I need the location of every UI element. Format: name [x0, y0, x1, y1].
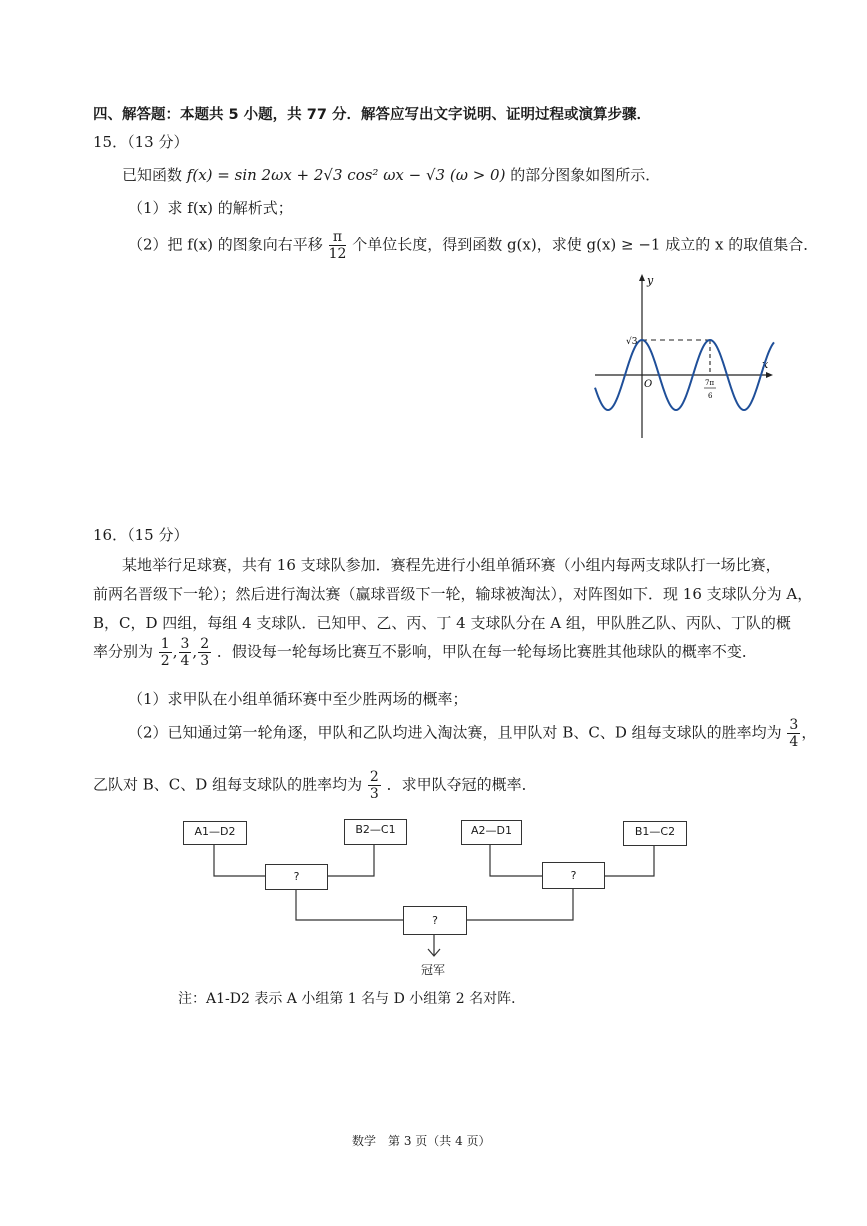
fraction-denominator: 2: [160, 653, 170, 669]
section-heading: 四、解答题：本题共 5 小题，共 77 分．解答应写出文字说明、证明过程或演算步骤．: [93, 107, 651, 123]
connector-b1c2: [603, 845, 654, 876]
q16-stem-line-3: B，C，D 四组，每组 4 支球队．已知甲、乙、丙、丁 4 支球队分在 A 组，甲队胜乙队、丙队、丁队的概: [93, 614, 791, 632]
q15-part2-text-a: （2）把 f(x) 的图象向右平移: [128, 235, 323, 254]
fraction-numerator: 3: [789, 717, 799, 733]
q16-stem-line-2: 前两名晋级下一轮）；然后进行淘汰赛（赢球晋级下一轮，输球被淘汰），对阵图如下．现 16 支球队分为 A，: [93, 585, 813, 603]
q15-number: 15．（13 分）: [93, 133, 189, 151]
q15-stem-prefix: 已知函数: [122, 166, 183, 184]
x-tick-denominator: 6: [708, 392, 713, 400]
connector-b2c1: [327, 845, 374, 876]
bracket-match-3: A2—D1: [461, 820, 522, 845]
fraction-numerator: 2: [200, 636, 210, 652]
q16-part2-text-b: ，: [801, 723, 817, 742]
q15-part1: （1）求 f(x) 的解析式；: [128, 199, 293, 217]
y-tick-label: √3: [626, 337, 638, 347]
x-axis-label: x: [762, 358, 769, 371]
q15-part2-text-b: 个单位长度，得到函数 g(x)，求使 g(x) ≥ −1 成立的 x 的取值集合．: [352, 235, 819, 254]
bracket-note: 注：A1-D2 表示 A 小组第 1 名与 D 小组第 2 名对阵．: [178, 991, 526, 1007]
origin-label: O: [644, 379, 653, 390]
champion-label: 冠军: [421, 963, 446, 977]
bracket-match-4: B1—C2: [623, 821, 687, 846]
fraction-numerator: 2: [369, 769, 379, 785]
q16-part2-text-a: （2）已知通过第一轮角逐，甲队和乙队均进入淘汰赛，且甲队对 B、C、D 组每支球队的胜率均为: [128, 723, 782, 742]
bracket-final: ?: [403, 906, 467, 935]
q16-part2-text-d: ．求甲队夺冠的概率．: [386, 775, 537, 794]
bracket-match-1: A1—D2: [183, 821, 247, 845]
bracket-match-2: B2—C1: [344, 819, 407, 845]
x-tick-numerator: 7π: [705, 379, 715, 387]
fraction-denominator: 3: [369, 786, 379, 802]
fraction-numerator: π: [329, 230, 347, 246]
q15-stem-formula: f(x) = sin 2ωx + 2√3 cos² ωx − √3 (ω > 0): [186, 166, 506, 184]
q16-number: 16．（15 分）: [93, 526, 189, 544]
q16-stem-line-4-a: 率分别为: [93, 642, 154, 661]
q16-part2-text-c: 乙队对 B、C、D 组每支球队的胜率均为: [93, 775, 363, 794]
bracket-semifinal-left: ?: [265, 864, 328, 890]
bracket-semifinal-right: ?: [542, 862, 605, 889]
fraction-denominator: 3: [200, 653, 210, 669]
connector-left-semifinal: [296, 889, 403, 920]
fraction-denominator: 4: [789, 734, 799, 750]
q16-stem-line-4: 率分别为 $\frac{1}{2}$ , $\frac{3}{4}$ , $\frac{2}{3}$ ．假设每一轮每场比赛互不影响，甲队在每一轮每场比赛胜其他球队的概率不变．: [93, 636, 757, 669]
fraction-numerator: 1: [160, 636, 170, 652]
connector-a2d1: [490, 845, 542, 876]
fraction-numerator: 3: [180, 636, 190, 652]
fraction-denominator: 4: [180, 653, 190, 669]
q16-stem-line-1: 某地举行足球赛，共有 16 支球队参加．赛程先进行小组单循环赛（小组内每两支球队打一场比赛，: [122, 556, 781, 574]
y-axis-label: y: [647, 274, 654, 287]
connector-right-semifinal: [466, 889, 573, 920]
page-footer: 数学 第 3 页（共 4 页）: [352, 1134, 491, 1148]
connector-a1d2: [214, 845, 265, 876]
q16-stem-line-4-b: ．假设每一轮每场比赛互不影响，甲队在每一轮每场比赛胜其他球队的概率不变．: [216, 642, 757, 661]
fraction-denominator: 12: [328, 246, 347, 262]
q15-stem-suffix: 的部分图象如图所示．: [510, 166, 661, 184]
q16-part1: （1）求甲队在小组单循环赛中至少胜两场的概率；: [128, 690, 468, 708]
